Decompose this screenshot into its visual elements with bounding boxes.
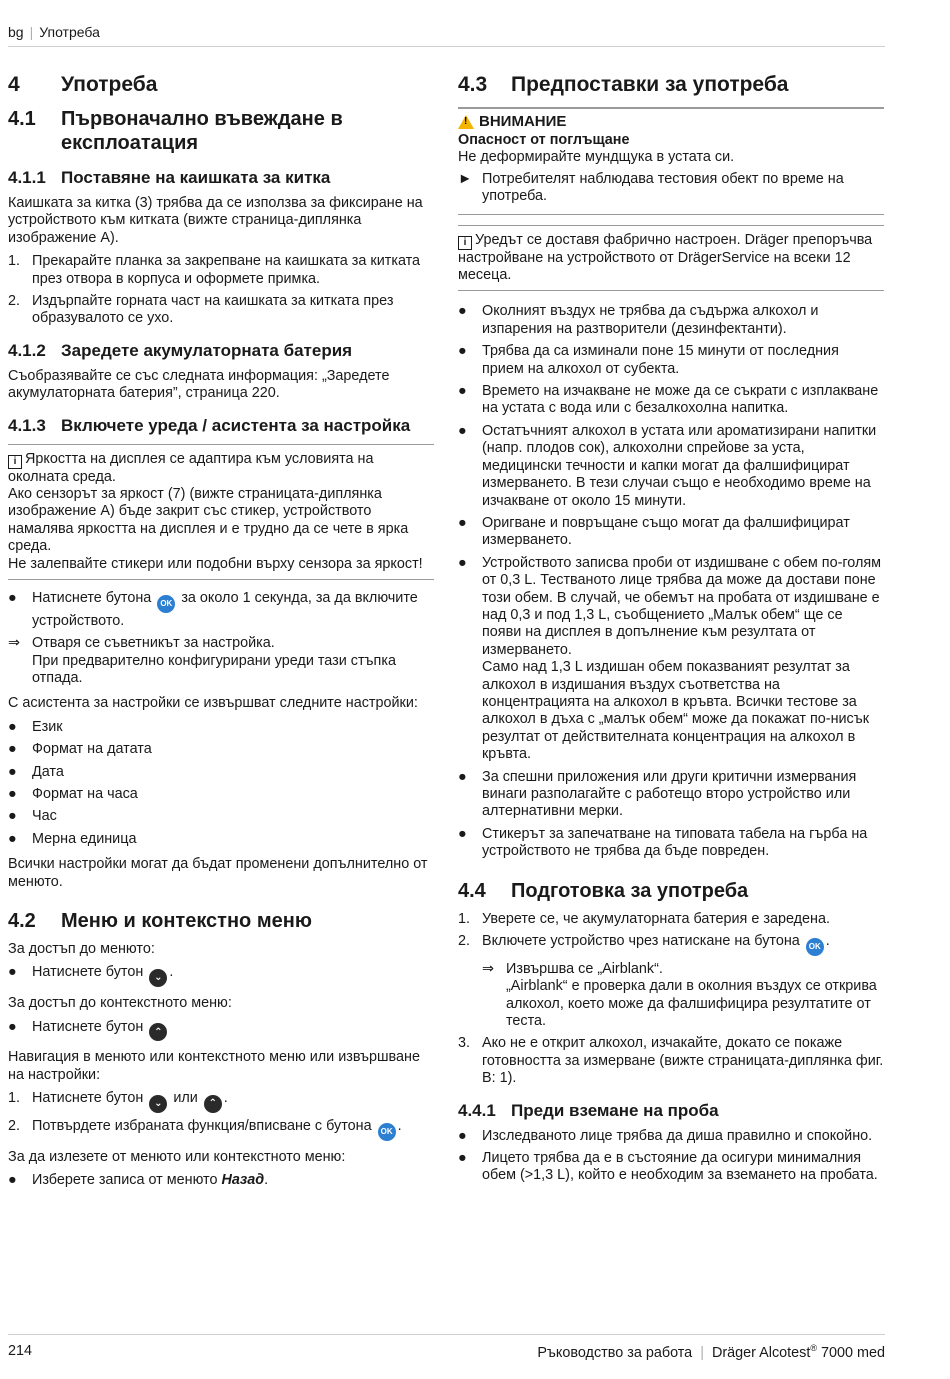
list-item: 2. Включете устройство чрез натискане на бутона OK .	[458, 933, 884, 956]
list-item: 2. Потвърдете избраната функция/вписване с бутона OK .	[8, 1118, 434, 1141]
heading-4-1-2: 4.1.2 Заредете акумулаторната батерия	[8, 340, 353, 360]
list-item: ● Дата	[8, 763, 64, 780]
list-item: ● За спешни приложения или други критични измервания винаги разполагайте с работещо второ устройство или алтернативни мерки.	[458, 768, 857, 820]
list-item: ● Натиснете бутон ⌃	[8, 1019, 434, 1042]
language-code: bg	[8, 24, 24, 40]
list-item: ● Мерна единица	[8, 830, 137, 847]
paragraph-navigation: Навигация в менюто или контекстното меню или извършване на настройки:	[8, 1049, 420, 1083]
info-icon: i	[8, 455, 22, 469]
info-note-calibration: i Уредът се доставя фабрично настроен. Dräger препоръчва настройване на устройството от DrägerService на всеки 12 месеца.	[458, 225, 884, 292]
list-context-access	[8, 1019, 434, 1042]
list-item: 1. Уверете се, че акумулаторната батерия е заредена.	[458, 910, 830, 927]
list-item: ● Времето на изчакване не може да се съкрати с изплакване на устата с вода или с безалкохолна напитка.	[458, 383, 879, 417]
paragraph-settings-intro: С асистента за настройки се извършват следните настройки:	[8, 695, 418, 712]
list-wrist-strap-steps	[8, 253, 434, 328]
list-item-result: ⇒ Извършва се „Airblank“. „Airblank“ е проверка дали в околния въздух се открива алкохол, което може да фалшифицира резултатите от теста.	[482, 960, 877, 1029]
list-item: 3. Ако не е открит алкохол, изчакайте, докато се покаже готовността за измерване (вижте страницата-диплянка фиг. B: 1).	[458, 1035, 884, 1087]
list-item: ● Език	[8, 718, 63, 735]
list-item: 2. Издърпайте горната част на каишката за китката през образувалото се ухо.	[8, 293, 394, 327]
header-separator: |	[29, 24, 34, 40]
paragraph-exit-menu: За да излезете от менюто или контекстното меню:	[8, 1148, 346, 1165]
page-footer	[8, 1334, 885, 1361]
warning-triangle-icon	[458, 115, 474, 129]
ok-button-icon: OK	[806, 938, 824, 956]
paragraph-menu-access: За достъп до менюто:	[8, 941, 155, 958]
chevron-down-button-icon: ⌄	[149, 1095, 167, 1113]
list-menu-access	[8, 964, 434, 987]
warning-title: ! ВНИМАНИЕ	[458, 113, 884, 130]
list-item: ● Околният въздух не трябва да съдържа алкохол и изпарения на разтворители (дезинфектанти).	[458, 303, 819, 337]
warning-text: Не деформирайте мундщука в устата си.	[458, 149, 735, 166]
list-exit-menu	[8, 1172, 434, 1189]
left-column	[8, 72, 434, 1197]
list-item: ► Потребителят наблюдава тестовия обект по време на употреба.	[458, 170, 844, 205]
list-item: ● Устройството записва проби от издишване с обем по-голям от 0,3 L. Тестваното лице трябва да може да достави поне този обем. В случай, че обемът на пробата от издишване е над 0,3 и под 1,3 L, съобщението „Малък обем“ ще се появи на дисплея в допълнение към резултата от измерването. Само над 1,3 L издишан обем показваният резултат за алкохол в издишания въздух съответства на концентрацията на алкохол в кръвта. Всички тестове за алкохол в дъха с „малък обем“ може да покажат по-нисък резултат от действителната концентрация на алкохол в кръвта.	[458, 554, 882, 763]
page-header	[8, 24, 885, 47]
right-column	[458, 72, 884, 1193]
info-note-brightness: i Яркостта на дисплея се адаптира към условията на околната среда. Ако сензорът за яркост (7) (вижте страницата-диплянка изображение A) бъде закрит със стикер, устройството намалява яркостта на дисплея и е трудно да се чете в ярка среда. Не залепвайте стикери или подобни върху сензора за яркост!	[8, 444, 434, 580]
heading-4-1-3: 4.1.3 Включете уреда / асистента за настройка	[8, 415, 411, 435]
list-item: 1. Прекарайте планка за закрепване на каишката за китката през отвора в корпуса и оформете примка.	[8, 253, 421, 287]
list-item: ● Остатъчният алкохол в устата или ароматизирани напитки (напр. плодов сок), алкохолни спрейове за уста, медицински течности и капки могат да фалшифицират измерването. В тези случаи също е необходимо време на изчакване от около 15 минути.	[458, 422, 877, 509]
list-settings	[8, 719, 434, 848]
heading-4-4-1: 4.4.1 Преди вземане на проба	[458, 1100, 719, 1120]
paragraph-charge-battery: Съобразявайте се със следната информация: „Заредете акумулаторната батерия”, страница 220.	[8, 367, 390, 402]
list-item: ● Изберете записа от менюто Назад.	[8, 1171, 269, 1188]
heading-4-4: 4.4 Подготовка за употреба	[458, 879, 749, 902]
heading-4: 4 Употреба	[8, 73, 158, 96]
chevron-down-button-icon: ⌄	[149, 969, 167, 987]
heading-4-1: 4.1 Първоначално въвеждане в експлоатация	[8, 108, 343, 154]
warning-actions	[458, 171, 884, 206]
list-item: ● Стикерът за запечатване на типовата табела на гърба на устройството не трябва да бъде повреден.	[458, 825, 868, 860]
list-item: ● Час	[8, 808, 57, 825]
list-item: ● Формат на датата	[8, 741, 152, 758]
heading-4-1-1: 4.1.1 Поставяне на каишката за китка	[8, 168, 331, 187]
list-item: ● Формат на часа	[8, 786, 138, 803]
list-item-result: ⇒ Отваря се съветникът за настройка. При предварително конфигурирани уреди тази стъпка отпада.	[8, 635, 396, 687]
heading-4-3: 4.3 Предпоставки за употреба	[458, 73, 789, 96]
list-navigation	[8, 1090, 434, 1140]
list-before-sample	[458, 1128, 884, 1185]
list-prerequisites	[458, 303, 884, 860]
list-item: ● Натиснете бутона OK за около 1 секунда, за да включите устройството.	[8, 590, 418, 629]
list-power-on	[8, 590, 434, 687]
list-item: ● Изследваното лице трябва да диша правилно и спокойно.	[458, 1127, 873, 1144]
ok-button-icon: OK	[157, 595, 175, 613]
warning-subtitle: Опасност от поглъщане	[458, 132, 630, 148]
list-item: ● Лицето трябва да е в състояние да осигури минималния обем (>1,3 L), който е необходим за вземането на пробата.	[458, 1149, 878, 1184]
list-item: ● Натиснете бутон ⌄ .	[8, 964, 434, 987]
list-item: 1. Натиснете бутон ⌄ или ⌃ .	[8, 1090, 434, 1113]
warning-box	[458, 107, 884, 215]
paragraph-context-access: За достъп до контекстното меню:	[8, 995, 232, 1012]
list-item: ● Оригване и повръщане също могат да фалшифицират измерването.	[458, 514, 850, 549]
list-preparation	[458, 911, 884, 1088]
paragraph-wrist-strap: Каишката за китка (3) трябва да се използва за фиксиране на устройството към китката (вижте страница-диплянка изображение A).	[8, 195, 423, 246]
chevron-up-button-icon: ⌃	[204, 1095, 222, 1113]
chevron-up-button-icon: ⌃	[149, 1023, 167, 1041]
header-section: Употреба	[39, 24, 100, 40]
list-item: ● Трябва да са изминали поне 15 минути от последния прием на алкохол от субекта.	[458, 343, 839, 377]
heading-4-2: 4.2 Меню и контекстно меню	[8, 910, 312, 933]
paragraph-settings-after: Всички настройки могат да бъдат променени допълнително от менюто.	[8, 856, 428, 890]
footer-document: Ръководство за работа | Dräger Alcotest® 7000 med	[537, 1343, 885, 1361]
ok-button-icon: OK	[378, 1123, 396, 1141]
info-icon: i	[458, 236, 472, 250]
page-number: 214	[8, 1343, 33, 1359]
